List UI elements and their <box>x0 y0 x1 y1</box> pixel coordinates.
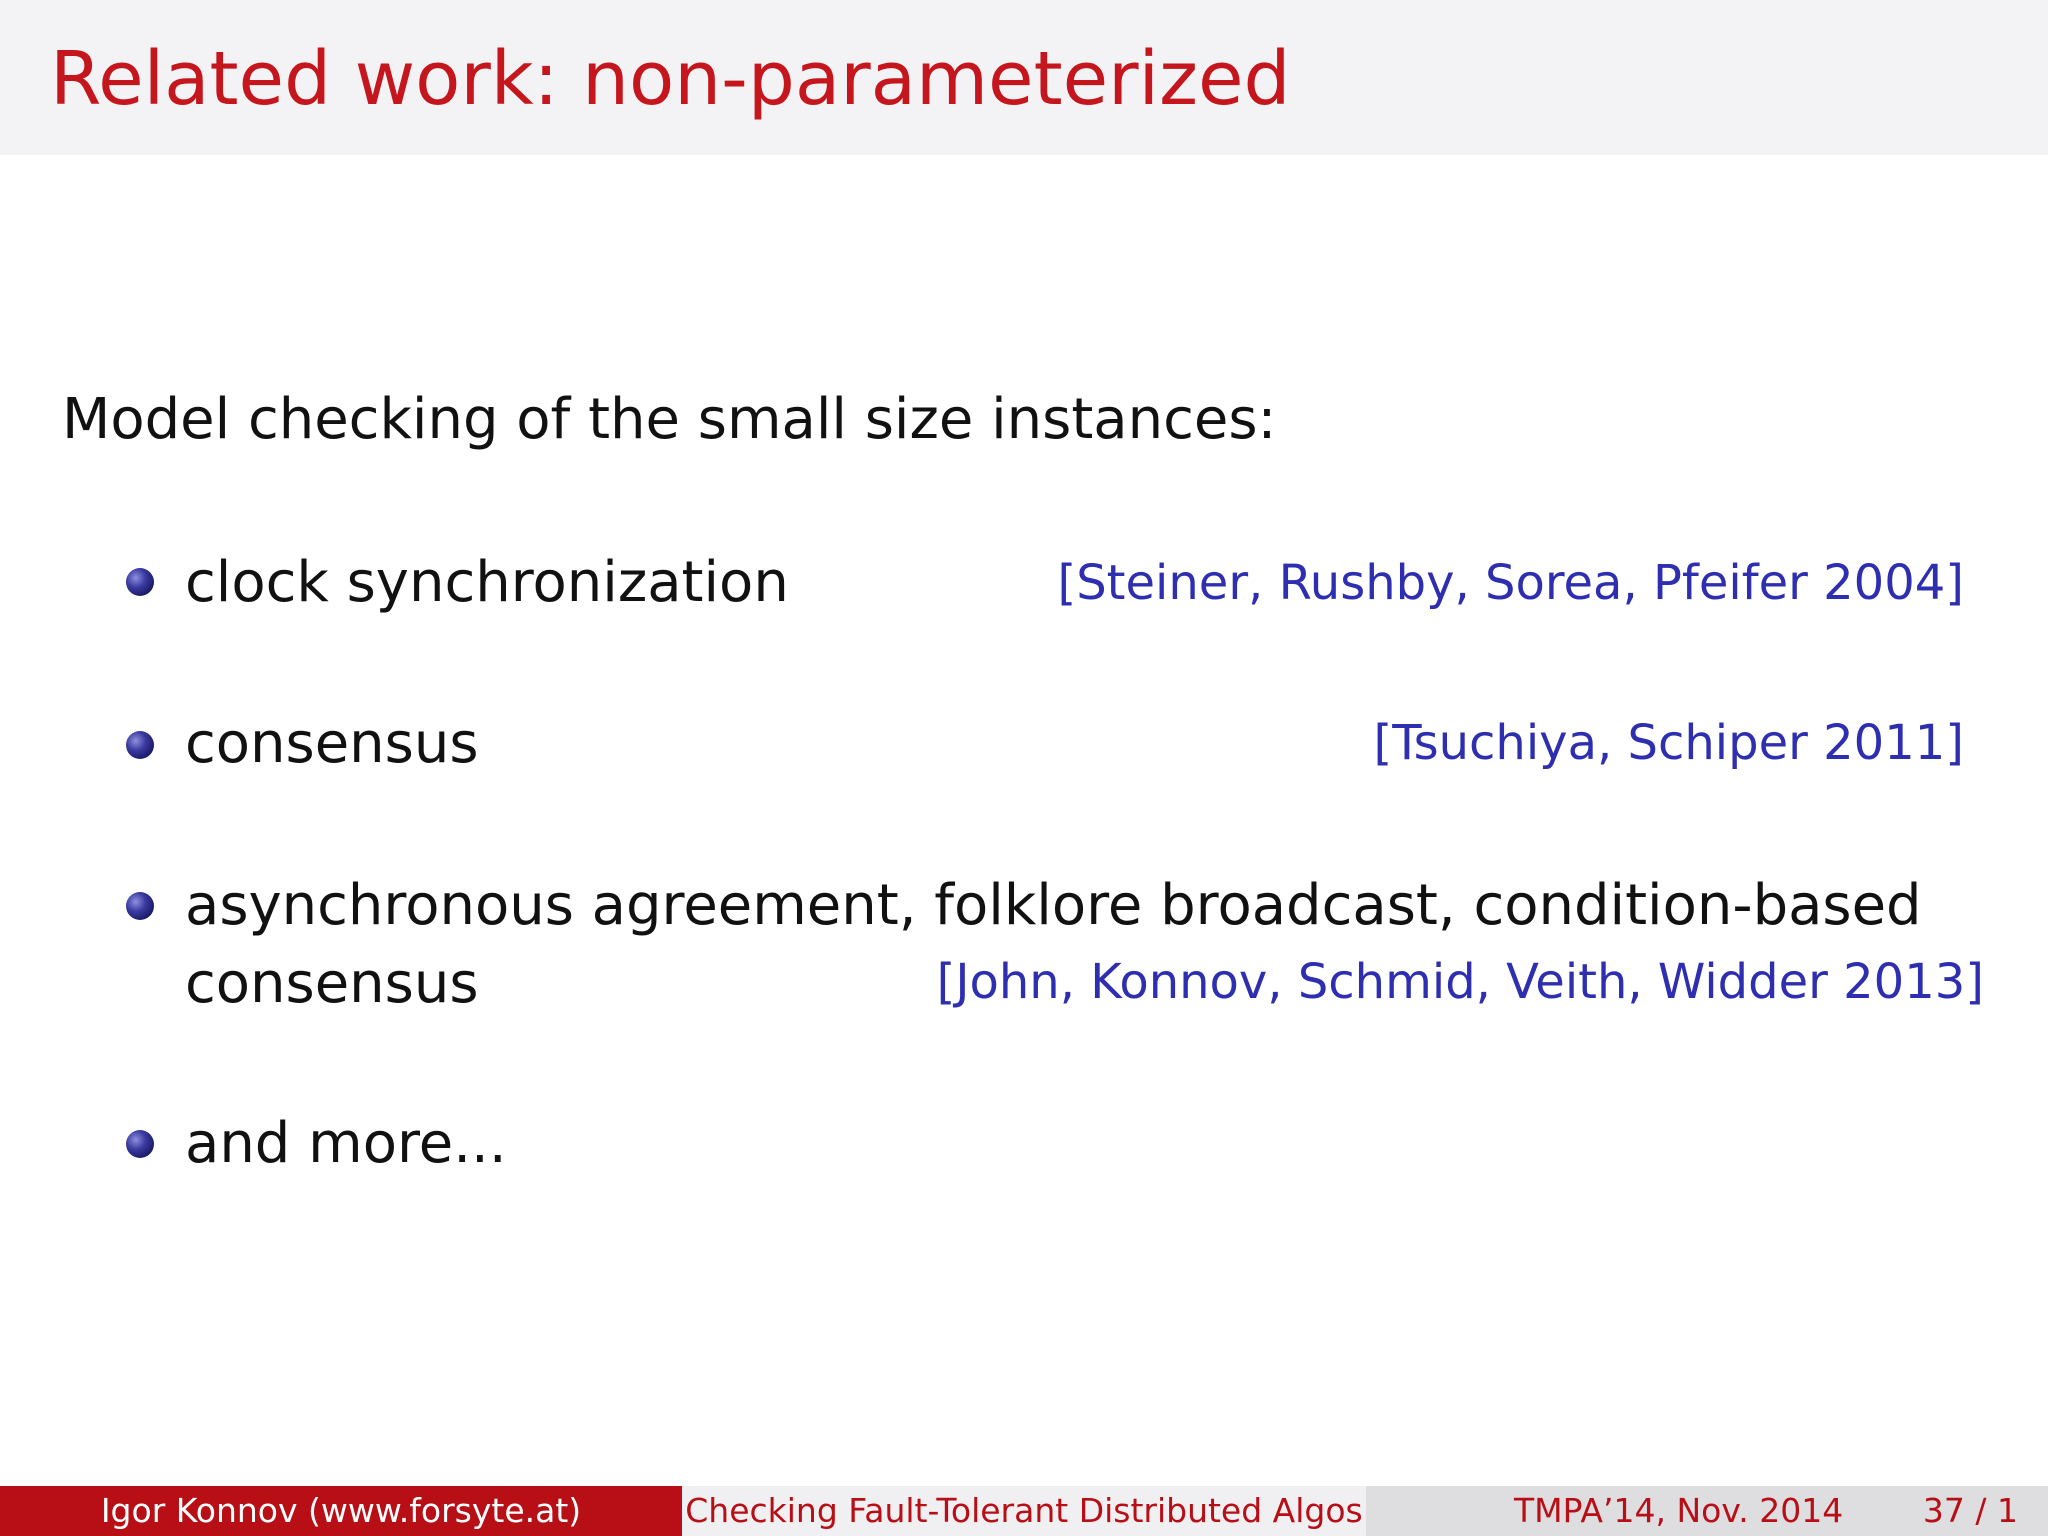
list-item-text: and more... <box>185 1111 507 1176</box>
footer-date: TMPA’14, Nov. 2014 <box>1514 1491 1844 1530</box>
title-bar <box>0 0 2048 155</box>
footer-conference <box>1366 1486 2048 1536</box>
bullet-icon <box>126 568 154 596</box>
bullet-icon <box>126 892 154 920</box>
citation: [Tsuchiya, Schiper 2011] <box>1373 715 1964 771</box>
citation: [John, Konnov, Schmid, Veith, Widder 2013] <box>936 954 1984 1010</box>
page-number: 37 / 1 <box>1922 1491 2018 1530</box>
footer <box>0 1486 2048 1536</box>
bullet-icon <box>126 731 154 759</box>
footer-author: Igor Konnov (www.forsyte.at) <box>0 1486 682 1536</box>
intro-text: Model checking of the small size instances: <box>62 387 1277 452</box>
slide-title: Related work: non-parameterized <box>50 36 1291 122</box>
citation: [Steiner, Rushby, Sorea, Pfeifer 2004] <box>1057 555 1964 611</box>
list-item-text-continued: consensus <box>185 951 479 1016</box>
list-item-text: asynchronous agreement, folklore broadcast, condition-based <box>185 873 1922 938</box>
bullet-icon <box>126 1130 154 1158</box>
footer-title: Checking Fault-Tolerant Distributed Algos <box>682 1486 1366 1536</box>
list-item-text: consensus <box>185 711 479 776</box>
list-item-text: clock synchronization <box>185 550 789 615</box>
